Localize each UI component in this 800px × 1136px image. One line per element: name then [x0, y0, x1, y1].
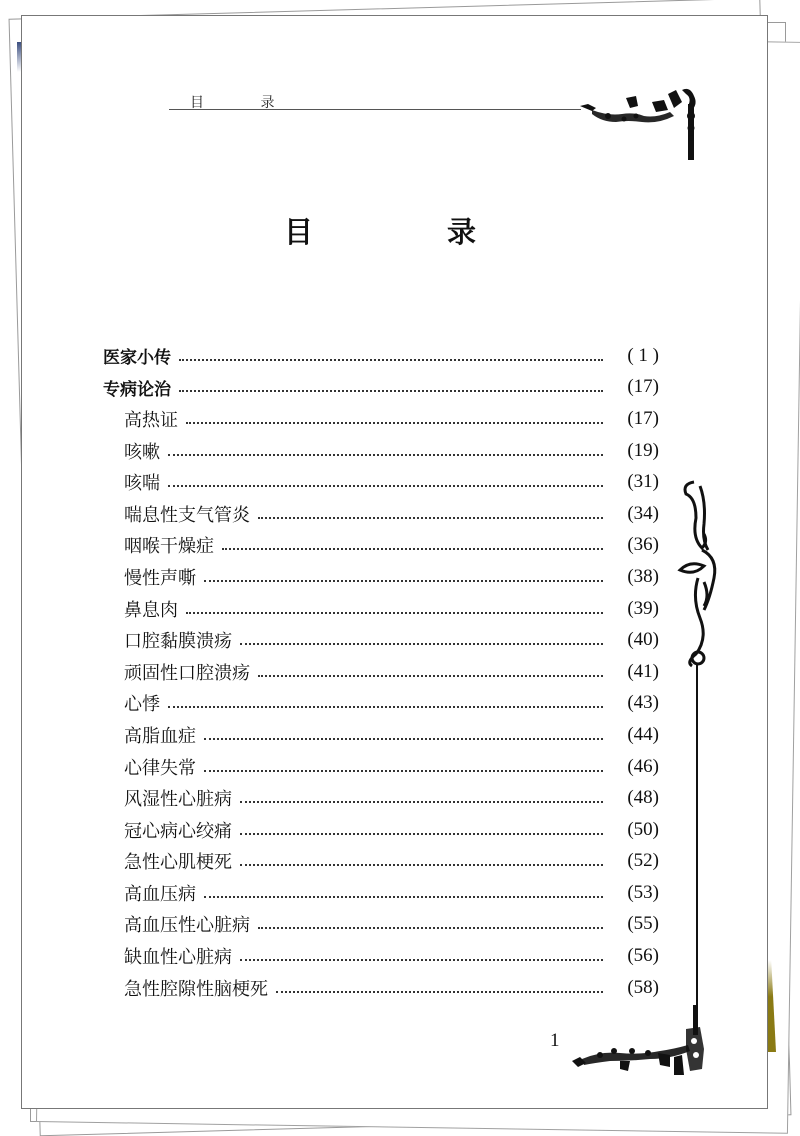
toc-entry[interactable]: [103, 846, 659, 878]
toc-entry-page: (50): [627, 818, 659, 840]
dot-leader: [258, 927, 603, 929]
toc-entry-page: (34): [627, 502, 659, 524]
dot-leader: [258, 517, 603, 519]
page-number: 1: [550, 1030, 560, 1051]
toc-entry-title: 急性腔隙性脑梗死: [124, 978, 268, 1000]
toc-entry[interactable]: [103, 719, 659, 751]
toc-entry-title: 冠心病心绞痛: [124, 820, 232, 842]
dot-leader: [258, 675, 603, 677]
toc-entry-title: 口腔黏膜溃疡: [124, 631, 232, 653]
toc-entry[interactable]: [103, 940, 659, 972]
toc-entry-title: 高脂血症: [124, 725, 196, 747]
dot-leader: [222, 548, 603, 550]
toc-entry[interactable]: [103, 624, 659, 656]
dot-leader: [186, 422, 603, 424]
dot-leader: [240, 801, 603, 803]
dot-leader: [240, 833, 603, 835]
toc-entry-title: 心律失常: [124, 757, 196, 779]
toc-entry-title: 急性心肌梗死: [124, 852, 232, 874]
dot-leader: [204, 896, 603, 898]
toc-entry-page: (36): [627, 534, 659, 556]
toc-entry[interactable]: [103, 435, 659, 467]
toc-entry-title: 咳嗽: [124, 441, 160, 463]
running-head: [169, 92, 581, 110]
toc-entry[interactable]: [103, 403, 659, 435]
toc-entry-title: 鼻息肉: [124, 599, 178, 621]
toc-entry-page: (40): [627, 629, 659, 651]
toc-entry-title: 顽固性口腔溃疡: [124, 662, 250, 684]
toc-entry-page: (43): [627, 692, 659, 714]
toc-entry-page: (56): [627, 945, 659, 967]
toc-entry[interactable]: [103, 688, 659, 720]
toc-entry[interactable]: [103, 656, 659, 688]
dot-leader: [240, 864, 603, 866]
toc-entry[interactable]: [103, 909, 659, 941]
dot-leader: [204, 770, 603, 772]
dot-leader: [276, 991, 603, 993]
toc-entry-title: 咽喉干燥症: [124, 536, 214, 558]
toc-entry[interactable]: [103, 751, 659, 783]
dot-leader: [168, 454, 603, 456]
toc-entry-title: 咳喘: [124, 473, 160, 495]
toc-entry-title: 专病论治: [103, 379, 171, 400]
toc-entry[interactable]: [103, 814, 659, 846]
toc-entry-title: 喘息性支气管炎: [124, 504, 250, 526]
toc-entry-title: 高血压病: [124, 883, 196, 905]
toc-entry-page: (44): [627, 723, 659, 745]
table-of-contents: [103, 340, 659, 1003]
toc-entry-page: (41): [627, 660, 659, 682]
corner-flourish-bottom-right-icon: [570, 1005, 710, 1077]
dot-leader: [186, 612, 603, 614]
page-title: 目 录: [283, 215, 539, 249]
toc-entry[interactable]: [103, 877, 659, 909]
toc-entry-page: (39): [627, 597, 659, 619]
toc-entry-page: (58): [627, 976, 659, 998]
scroll-flourish-icon: [674, 478, 724, 668]
toc-entry-page: ( 1 ): [627, 344, 659, 366]
dot-leader: [204, 738, 603, 740]
dot-leader: [240, 959, 603, 961]
dot-leader: [179, 359, 603, 361]
toc-entry-page: (53): [627, 881, 659, 903]
toc-entry-title: 风湿性心脏病: [124, 789, 232, 811]
toc-entry-title: 医家小传: [103, 348, 171, 369]
toc-entry[interactable]: [103, 561, 659, 593]
toc-entry-page: (48): [627, 787, 659, 809]
toc-entry[interactable]: [103, 593, 659, 625]
running-head-text: 目 录: [190, 95, 301, 111]
toc-entry-page: (55): [627, 913, 659, 935]
toc-entry-page: (19): [627, 439, 659, 461]
toc-entry[interactable]: [103, 340, 659, 372]
toc-entry-page: (52): [627, 850, 659, 872]
toc-entry-page: (17): [627, 376, 659, 398]
toc-entry[interactable]: [103, 372, 659, 404]
toc-entry-title: 慢性声嘶: [124, 567, 196, 589]
dot-leader: [168, 485, 603, 487]
toc-entry-title: 心悸: [124, 694, 160, 716]
dot-leader: [240, 643, 603, 645]
toc-entry-title: 高血压性心脏病: [124, 915, 250, 937]
toc-entry[interactable]: [103, 466, 659, 498]
toc-entry[interactable]: [103, 498, 659, 530]
toc-entry-page: (31): [627, 471, 659, 493]
toc-entry-title: 缺血性心脏病: [124, 947, 232, 969]
toc-entry[interactable]: [103, 972, 659, 1004]
toc-entry[interactable]: [103, 782, 659, 814]
dot-leader: [204, 580, 603, 582]
toc-entry[interactable]: [103, 530, 659, 562]
toc-entry-page: (46): [627, 755, 659, 777]
dot-leader: [179, 390, 603, 392]
toc-entry-page: (17): [627, 407, 659, 429]
toc-entry-page: (38): [627, 565, 659, 587]
corner-flourish-top-right-icon: [578, 86, 710, 160]
toc-entry-title: 高热证: [124, 409, 178, 431]
ornament-vertical-rule: [696, 665, 698, 1030]
dot-leader: [168, 706, 603, 708]
